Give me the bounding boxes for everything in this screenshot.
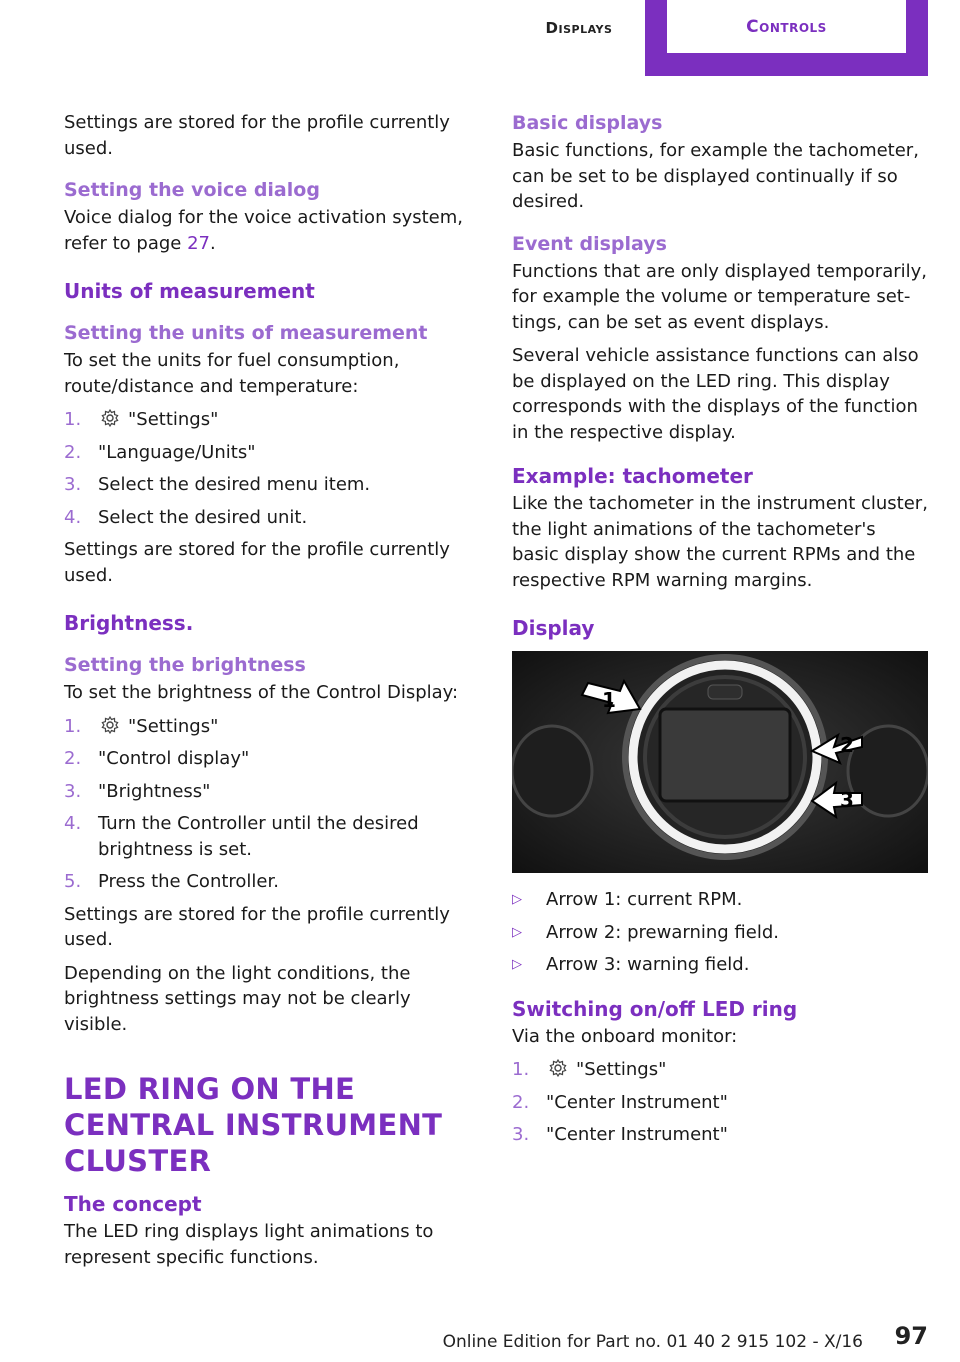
step-number: 1.	[512, 1059, 530, 1080]
step-text: "Brightness"	[98, 780, 211, 802]
brightness-after-paragraph-2: Depending on the light conditions, the brightness settings may not be clearly visible.	[64, 962, 411, 1035]
list-item	[512, 887, 928, 913]
step-number: 4.	[64, 813, 82, 834]
example-paragraph: Like the tachometer in the instrument cluster, the light animations of the tachometer's basic display show the current RPMs and the respective RPM warning margins.	[512, 493, 928, 591]
step-number: 2.	[64, 748, 82, 769]
step-number: 1.	[64, 409, 82, 430]
settings-gear-icon	[100, 408, 120, 428]
units-paragraph: To set the units for fuel consumption, route/distance and temperature:	[64, 350, 400, 397]
left-column	[64, 110, 476, 1278]
page-27-link[interactable]: 27	[187, 232, 210, 254]
brightness-after-paragraph-1: Settings are stored for the profile currently used.	[64, 903, 450, 950]
step-number: 3.	[512, 1124, 530, 1145]
step-number: 2.	[64, 441, 82, 463]
brightness-subheading: Setting the brightness	[64, 654, 306, 676]
brightness-heading: Brightness.	[64, 611, 194, 635]
voice-dialog-heading: Setting the voice dialog	[64, 179, 320, 201]
step-item	[512, 1057, 928, 1083]
step-item	[64, 407, 476, 433]
arrow-label-3: 3	[840, 788, 854, 812]
step-text: Select the desired menu item.	[98, 474, 371, 495]
step-number: 1.	[64, 715, 82, 737]
units-subheading: Setting the units of measurement	[64, 322, 428, 344]
step-number: 5.	[64, 871, 82, 892]
brightness-paragraph: To set the brightness of the Control Display:	[64, 682, 459, 703]
voice-text: Voice dialog for the voice activation system, refer to page	[64, 207, 463, 254]
legend-text: Arrow 1: current RPM.	[546, 889, 743, 910]
step-item	[64, 811, 476, 862]
list-item	[512, 952, 928, 978]
event-displays-heading: Event displays	[512, 232, 667, 255]
voice-text-end: .	[210, 232, 216, 254]
step-text	[98, 407, 476, 433]
step-text: "Center Instrument"	[546, 1124, 728, 1145]
arrow-label-1: 1	[602, 688, 616, 712]
step-label: "Settings"	[576, 1059, 667, 1080]
step-number: 4.	[64, 506, 82, 528]
event-displays-paragraph-2: Several vehicle assistance functions can also be displayed on the LED ring. This display corresponds with the displays of the function in the respective display.	[512, 345, 919, 443]
step-label: "Settings"	[128, 409, 219, 430]
step-item	[64, 505, 476, 531]
concept-heading: The concept	[64, 1192, 202, 1216]
triangle-bullet-icon: ▷	[512, 892, 522, 907]
settings-gear-icon	[548, 1058, 568, 1078]
tab-controls-label: Controls	[667, 0, 906, 53]
step-item	[512, 1090, 928, 1116]
led-ring-heading: LED RING ON THE CENTRAL INSTRUMENT CLUSTER	[64, 1072, 443, 1178]
step-text: "Language/Units"	[98, 441, 256, 463]
step-number: 3.	[64, 780, 82, 802]
units-after-paragraph: Settings are stored for the profile currently used.	[64, 539, 450, 586]
step-text: Select the desired unit.	[98, 506, 308, 528]
triangle-bullet-icon: ▷	[512, 957, 522, 972]
page-footer	[0, 1322, 928, 1352]
step-text: "Control display"	[98, 748, 250, 769]
step-text	[546, 1057, 928, 1083]
arrow-label-2: 2	[840, 733, 854, 757]
page-number: 97	[894, 1322, 928, 1350]
tab-displays[interactable]: Displays	[545, 19, 613, 37]
step-text: "Center Instrument"	[546, 1091, 728, 1113]
step-item	[64, 472, 476, 498]
tab-controls[interactable]	[645, 0, 928, 76]
edition-note: Online Edition for Part no. 01 40 2 915 102 - X/16	[442, 1332, 863, 1352]
step-text	[98, 714, 476, 740]
step-label: "Settings"	[128, 715, 219, 737]
brightness-steps	[64, 714, 476, 895]
intro-paragraph: Settings are stored for the profile currently used.	[64, 112, 450, 159]
units-heading: Units of measurement	[64, 279, 315, 303]
units-steps	[64, 407, 476, 530]
legend-text: Arrow 3: warning field.	[546, 954, 750, 975]
example-heading: Example: tachometer	[512, 464, 753, 488]
step-item	[64, 440, 476, 466]
settings-gear-icon	[100, 715, 120, 735]
step-item	[64, 869, 476, 895]
step-number: 2.	[512, 1091, 530, 1113]
step-item	[64, 746, 476, 772]
step-item	[512, 1122, 928, 1148]
led-ring-photo	[512, 651, 928, 873]
step-text: Press the Controller.	[98, 871, 279, 892]
concept-paragraph: The LED ring displays light animations to represent specific functions.	[64, 1221, 434, 1268]
basic-displays-paragraph: Basic functions, for example the tachometer, can be set to be displayed continually if so desired.	[512, 140, 919, 212]
switching-steps	[512, 1057, 928, 1148]
voice-dialog-paragraph	[64, 205, 476, 256]
basic-displays-heading: Basic displays	[512, 112, 663, 134]
step-item	[64, 779, 476, 805]
list-item	[512, 920, 928, 946]
step-item	[64, 714, 476, 740]
switching-paragraph: Via the onboard monitor:	[512, 1025, 738, 1047]
legend-text: Arrow 2: prewarning field.	[546, 921, 779, 943]
event-displays-paragraph-1: Functions that are only displayed temporarily, for example the volume or temperature settings, can be set as event displays.	[512, 260, 928, 333]
triangle-bullet-icon: ▷	[512, 924, 522, 940]
switching-heading: Switching on/off LED ring	[512, 996, 798, 1021]
step-number: 3.	[64, 474, 82, 495]
display-heading: Display	[512, 616, 595, 640]
step-text: Turn the Controller until the desired brightness is set.	[98, 813, 419, 860]
right-column	[512, 110, 928, 1155]
arrow-legend	[512, 887, 928, 978]
